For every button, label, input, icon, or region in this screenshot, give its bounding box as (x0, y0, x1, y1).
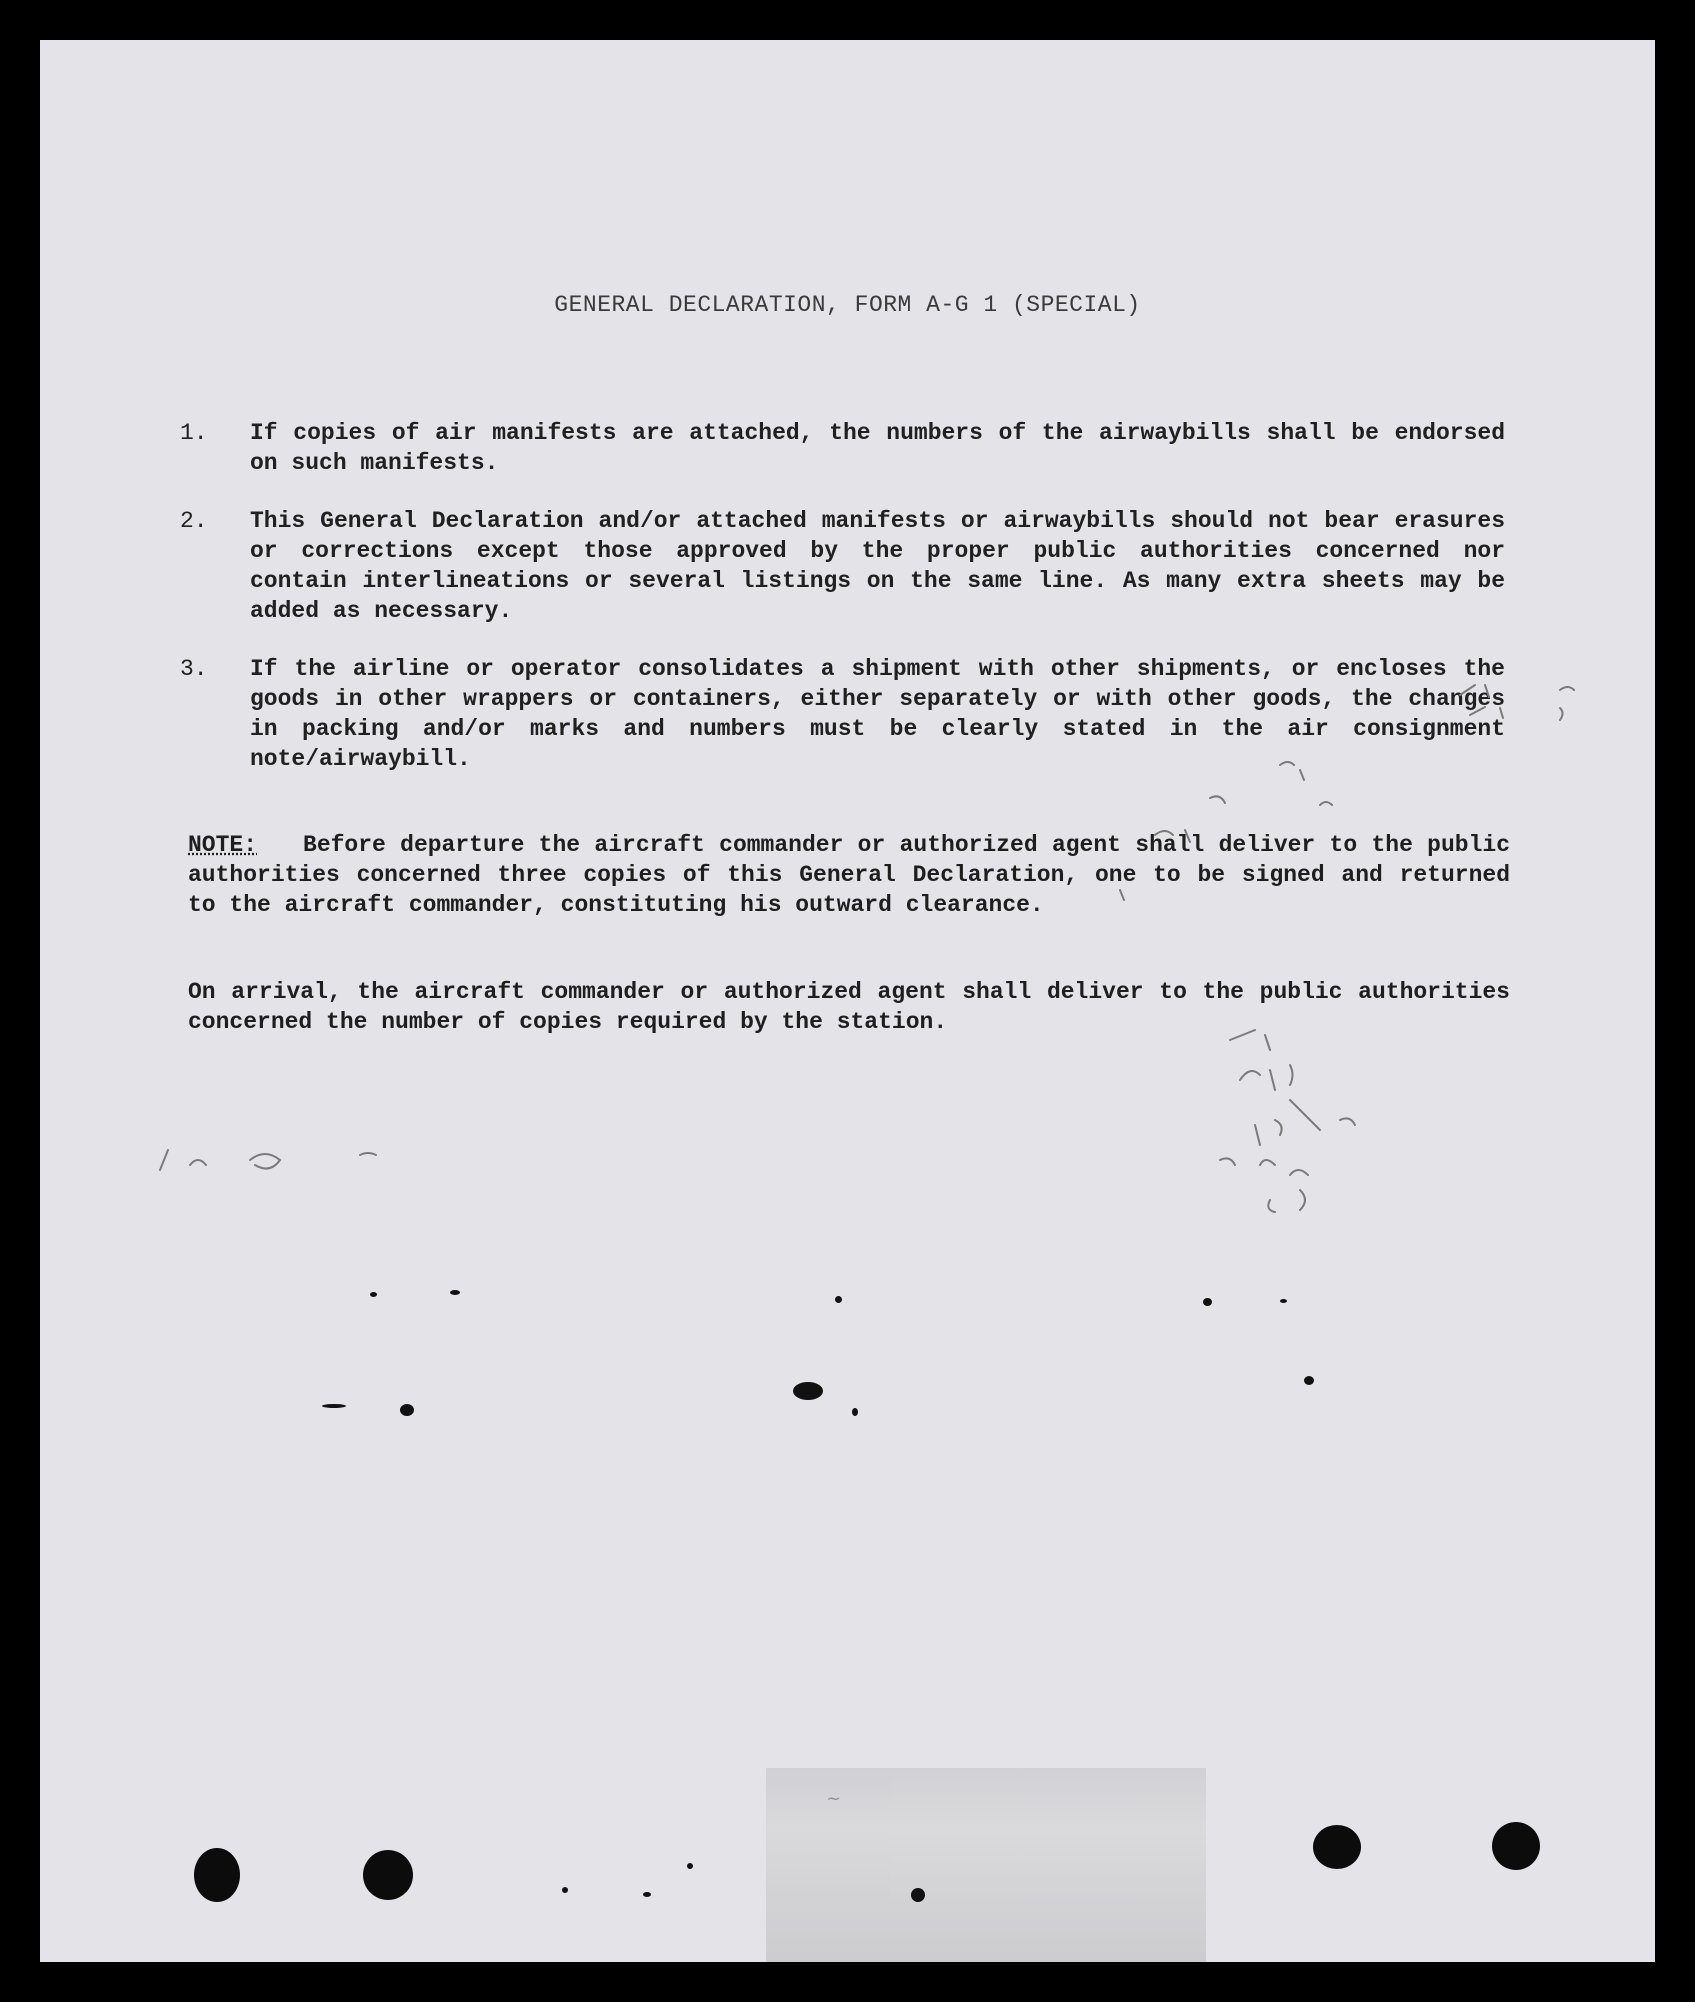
speck (911, 1888, 925, 1902)
punch-hole (1313, 1825, 1361, 1869)
item-text: This General Declaration and/or attached manifests or airwaybills should not bear erasures or corrections except those approved by the proper public authorities concerned nor contain interlineations or several listings on the same line. As many extra sheets may be added as necessary. (250, 508, 1505, 624)
speck (450, 1290, 460, 1295)
speck (793, 1382, 823, 1400)
speck (852, 1408, 858, 1416)
speck (835, 1296, 842, 1303)
item-text: If copies of air manifests are attached, the numbers of the airwaybills shall be endorsed on such manifests. (250, 420, 1505, 476)
item-number: 3. (180, 656, 208, 682)
speck (562, 1887, 568, 1893)
speck (1280, 1299, 1287, 1303)
item-number: 1. (180, 420, 208, 446)
document-page (40, 40, 1655, 1962)
speck (370, 1292, 377, 1297)
punch-hole (1492, 1822, 1540, 1870)
item-text: If the airline or operator consolidates a shipment with other shipments, or encloses the goods in other wrappers or containers, either separately or with other goods, the changes in packing and/or marks and numbers must be clearly stated in the air consignment note/airwaybill. (250, 656, 1505, 772)
note-label: NOTE: (188, 832, 258, 858)
arrival-paragraph: On arrival, the aircraft commander or authorized agent shall deliver to the public authorities concerned the number of copies required by the station. (188, 979, 1510, 1035)
speck (1203, 1298, 1212, 1306)
punch-hole (363, 1850, 413, 1900)
document-title: GENERAL DECLARATION, FORM A-G 1 (SPECIAL) (554, 292, 1141, 318)
speck (400, 1404, 414, 1416)
speck (1304, 1376, 1314, 1385)
item-number: 2. (180, 508, 208, 534)
tape-strip (766, 1768, 1206, 1962)
handwritten-marks (40, 40, 1655, 1962)
speck (643, 1892, 651, 1897)
speck (687, 1863, 693, 1869)
tape-mark: ~ (826, 1788, 842, 1809)
speck (322, 1404, 346, 1408)
note-text: Before departure the aircraft commander or authorized agent shall deliver to the public authorities concerned three copies of this General Declaration, one to be signed and returned to the aircraft commander, constituting his outward clearance. (188, 832, 1510, 918)
punch-hole (194, 1848, 240, 1902)
